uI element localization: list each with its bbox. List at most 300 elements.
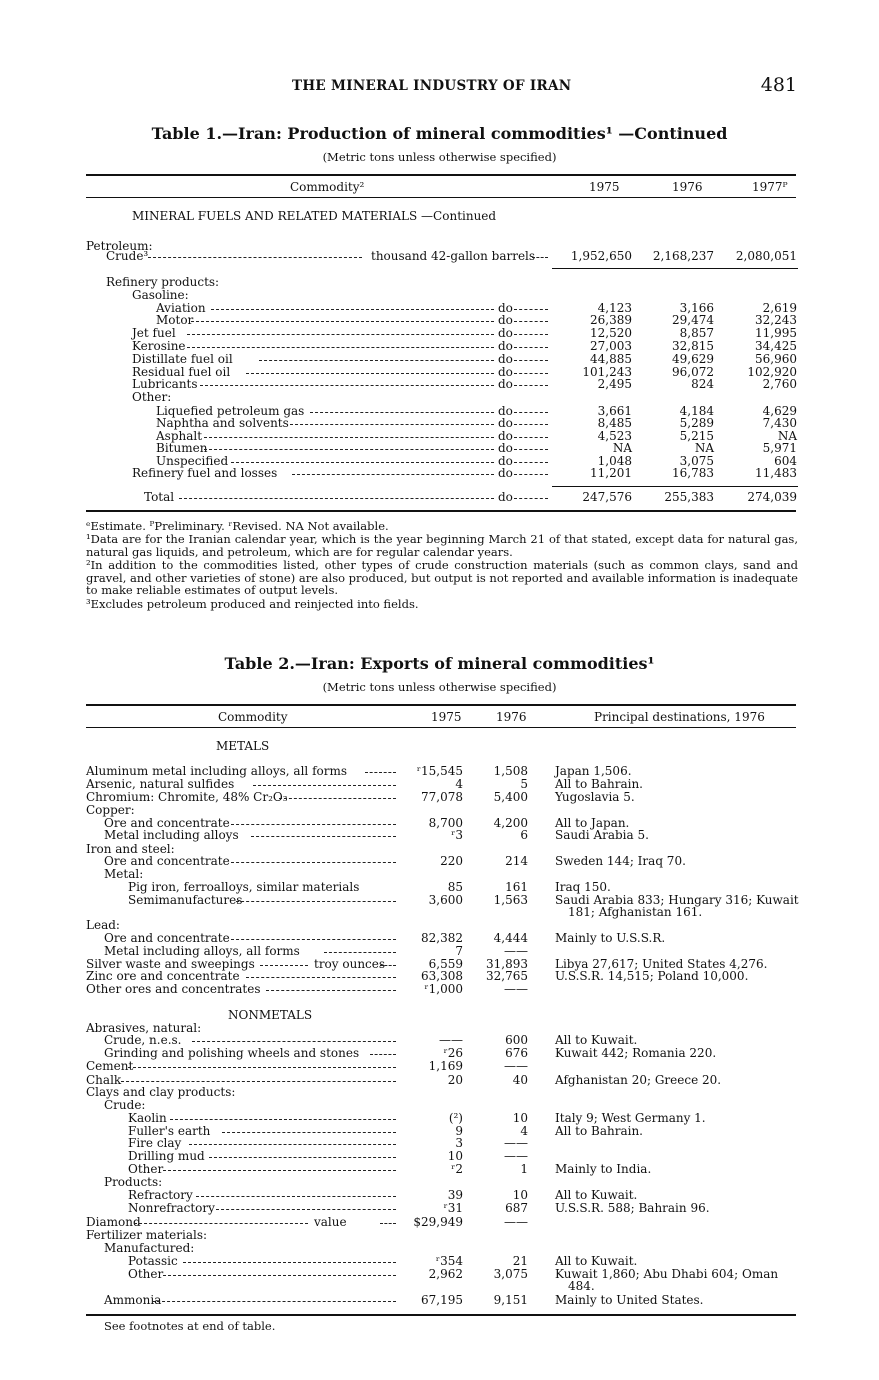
table1-footnote: ¹Data are for the Iranian calendar year, which is the year beginning March 21 of that stated, except data for natural gas, natural gas liquids, and petroleum, which are for regular calendar years. [86,532,798,559]
row-label: Petroleum: [86,239,153,253]
row-destination: Afghanistan 20; Greece 20. [555,1073,722,1087]
table1-col-1975: 1975 [589,180,620,194]
row-label: Ore and concentrate [104,854,230,868]
row-destination: Libya 27,617; United States 4,276. [555,957,768,971]
row-value-1975: 3 [455,1136,463,1150]
dot-leader [279,797,396,799]
row-destination: Kuwait 442; Romania 220. [555,1046,717,1060]
dot-leader [189,1143,396,1145]
table1-col-1977: 1977ᴾ [752,180,788,194]
dot-leader [246,372,494,374]
row-value: 824 [691,377,714,391]
row-label: Diamond [86,1215,141,1229]
dot-leader [514,346,548,348]
table2-section-metals: METALS [216,739,270,753]
row-unit: value [314,1215,347,1229]
row-label: Ore and concentrate [104,816,230,830]
dot-leader [514,497,548,499]
table1-row [0,250,879,263]
row-value: 5,215 [679,429,714,443]
table2-bottom-rule [86,1314,796,1316]
row-value-1975: 3,600 [428,893,463,907]
row-label: Metal including alloys [104,828,239,842]
dot-leader [191,320,494,322]
table2-row [0,1202,879,1215]
row-unit: do [498,339,513,353]
table2-top-rule [86,704,796,706]
row-value-1975: 220 [440,854,463,868]
table2-row [0,893,879,919]
row-label: Kaolin [128,1111,167,1125]
dot-leader [514,423,548,425]
dot-leader [222,1131,396,1133]
row-label: Grinding and polishing wheels and stones [104,1046,360,1060]
table2-subcaption: (Metric tons unless otherwise specified) [322,680,557,694]
table1-header-rule [86,197,796,198]
dot-leader [163,1274,396,1276]
row-label: Gasoline: [132,288,189,302]
row-value-1975: 20 [447,1073,463,1087]
table1-bottom-rule [86,510,796,512]
row-value: 5,971 [762,441,797,455]
row-label: Chalk [86,1073,122,1087]
dot-leader [211,308,494,310]
row-value: 3,075 [679,454,714,468]
dot-leader [290,423,494,425]
row-value-1976: 4,444 [493,931,528,945]
row-label: Aviation [156,301,206,315]
row-value-1976: 21 [512,1254,528,1268]
dot-leader [192,1040,396,1042]
row-destination: Saudi Arabia 833; Hungary 316; Kuwait [555,893,799,907]
table2-caption: Table 2.—Iran: Exports of mineral commodities¹ [224,654,655,673]
row-value-1975: 67,195 [421,1293,463,1307]
table2-row [0,1294,879,1307]
dot-leader [121,1080,396,1082]
row-value-1975: 82,382 [421,931,463,945]
row-value: 2,495 [597,377,632,391]
row-value: 11,995 [755,326,797,340]
row-label: Crude: [104,1098,146,1112]
dot-leader [187,346,494,348]
row-destination-cont: 181; Afghanistan 161. [568,905,703,919]
row-value-1975: 77,078 [421,790,463,804]
row-label: Drilling mud [128,1149,205,1163]
row-value-1975: 85 [447,880,463,894]
row-value: 8,857 [679,326,714,340]
row-value-1976: 161 [505,880,528,894]
row-value-1976: —— [504,982,528,996]
dot-leader [514,461,548,463]
row-unit: do [498,454,513,468]
row-label: Residual fuel oil [132,365,231,379]
row-value-1975: 9 [455,1124,463,1138]
dot-leader [128,1066,396,1068]
row-value: 255,383 [664,490,714,504]
row-value: 2,080,051 [735,249,797,263]
row-value-1976: 1,563 [493,893,528,907]
row-unit: troy ounces [314,957,386,971]
table1-section-title: MINERAL FUELS AND RELATED MATERIALS —Continued [132,209,497,223]
row-value: 29,474 [672,313,714,327]
row-unit: do [498,326,513,340]
dot-leader [200,384,494,386]
table1-row [0,442,879,455]
dot-leader [204,436,494,438]
row-value-1976: —— [504,944,528,958]
row-destination: All to Kuwait. [555,1033,638,1047]
row-value-1975: 10 [447,1149,463,1163]
row-label: Distillate fuel oil [132,352,233,366]
row-value: 96,072 [672,365,714,379]
row-value: 1,952,650 [570,249,632,263]
row-label: Chromium: Chromite, 48% Cr₂O₃ [86,790,288,804]
row-value-1975: —— [439,1033,463,1047]
table1-footnote: ᵉEstimate. ᴾPreliminary. ʳRevised. NA Not available. [86,519,389,533]
row-label: Fuller's earth [128,1124,211,1138]
row-destination: U.S.S.R. 588; Bahrain 96. [555,1201,710,1215]
row-value-1976: 687 [505,1201,528,1215]
dot-leader [324,951,396,953]
row-value: 4,629 [762,404,797,418]
dot-leader [246,976,396,978]
row-value-1976: 31,893 [486,957,528,971]
row-value-1976: —— [504,1215,528,1229]
see-footnotes-note: See footnotes at end of table. [104,1319,276,1333]
row-value: 1,048 [597,454,632,468]
dot-leader [380,1222,396,1224]
table2-row [0,983,879,996]
table1-crude-rule [552,268,798,269]
row-value: NA [694,441,714,455]
row-value-1975: 39 [447,1188,463,1202]
dot-leader [514,411,548,413]
row-unit: do [498,429,513,443]
row-destination: Japan 1,506. [555,764,632,778]
dot-leader [292,473,494,475]
row-unit: do [498,441,513,455]
row-destination: All to Bahrain. [555,1124,643,1138]
row-label: Arsenic, natural sulfides [86,777,235,791]
dot-leader [231,823,396,825]
row-unit: do [498,404,513,418]
row-destination: All to Japan. [555,816,630,830]
dot-leader [514,384,548,386]
row-value: 274,039 [747,490,797,504]
dot-leader [204,448,494,450]
table1-row [0,417,879,430]
row-destination: Mainly to U.S.S.R. [555,931,666,945]
dot-leader [236,900,396,902]
row-label: Nonrefractory [128,1201,215,1215]
row-value-1975: $29,949 [413,1215,463,1229]
row-value: 3,166 [679,301,714,315]
row-value: 32,243 [755,313,797,327]
row-label: Clays and clay products: [86,1085,236,1099]
dot-leader [370,1053,396,1055]
row-value: 2,760 [762,377,797,391]
dot-leader [152,1300,396,1302]
row-destination: Mainly to India. [555,1162,652,1176]
dot-leader [231,938,396,940]
table2-col-1975: 1975 [431,710,462,724]
table1-col-commodity: Commodity² [290,180,365,194]
row-destination: All to Kuwait. [555,1254,638,1268]
table1-footnote: ³Excludes petroleum produced and reinjected into fields. [86,597,419,611]
row-value-1975: ʳ3 [451,828,463,842]
row-unit: do [498,313,513,327]
row-value: 11,483 [755,466,797,480]
row-value: 12,520 [590,326,632,340]
row-value-1976: 5,400 [493,790,528,804]
row-label: Other [128,1162,164,1176]
row-destination: Saudi Arabia 5. [555,828,649,842]
dot-leader [196,1195,396,1197]
row-label: Cement [86,1059,134,1073]
row-unit: do [498,466,513,480]
row-label: Metal including alloys, all forms [104,944,300,958]
row-destination: Iraq 150. [555,880,611,894]
row-value-1975: ʳ15,545 [416,764,463,778]
table2-row [0,1267,879,1293]
row-label: Other [128,1267,164,1281]
row-value-1975: 63,308 [421,969,463,983]
dot-leader [514,473,548,475]
row-value: 604 [774,454,797,468]
row-label: Silver waste and sweepings [86,957,255,971]
dot-leader [514,333,548,335]
row-label: Refinery fuel and losses [132,466,278,480]
row-value-1976: 1 [520,1162,528,1176]
row-destination: All to Bahrain. [555,777,643,791]
row-unit: thousand 42-gallon barrels [371,249,536,263]
row-label: Fertilizer materials: [86,1228,208,1242]
row-value: 8,485 [597,416,632,430]
dot-leader [187,333,494,335]
row-value: 4,523 [597,429,632,443]
row-label: Pig iron, ferroalloys, similar materials [128,880,360,894]
row-value-1976: 676 [505,1046,528,1060]
row-label: Potassic [128,1254,178,1268]
row-value-1975: ʳ1,000 [424,982,463,996]
dot-leader [183,1261,396,1263]
table2-row [0,1060,879,1073]
row-value-1976: —— [504,1059,528,1073]
dot-leader [532,256,548,258]
table1-col-1976: 1976 [672,180,703,194]
row-label: Refractory [128,1188,193,1202]
row-value-1976: 9,151 [493,1293,528,1307]
table1-subcaption: (Metric tons unless otherwise specified) [322,150,557,164]
row-label: Iron and steel: [86,842,175,856]
row-value: 101,243 [582,365,632,379]
table2-col-commodity: Commodity [218,710,288,724]
row-destination: Italy 9; West Germany 1. [555,1111,706,1125]
table2-header-rule [86,727,796,728]
row-destination: Sweden 144; Iraq 70. [555,854,686,868]
table1-caption: Table 1.—Iran: Production of mineral commodities¹ —Continued [151,124,728,143]
dot-leader [514,359,548,361]
row-value: 11,201 [590,466,632,480]
dot-leader [134,1222,308,1224]
row-label: Motor [156,313,194,327]
table1-top-rule [86,174,796,176]
dot-leader [231,461,494,463]
row-label: Zinc ore and concentrate [86,969,240,983]
row-value: NA [777,429,797,443]
page-header [0,74,879,100]
row-value-1976: 3,075 [493,1267,528,1281]
row-value-1975: 8,700 [428,816,463,830]
row-unit: do [498,377,513,391]
row-label: Semimanufactures [128,893,243,907]
row-label: Other ores and concentrates [86,982,261,996]
row-label: Copper: [86,803,135,817]
row-value: 3,661 [597,404,632,418]
row-label: Ore and concentrate [104,931,230,945]
row-value: 247,576 [582,490,632,504]
row-value: 5,289 [679,416,714,430]
dot-leader [170,1118,396,1120]
row-value-1976: 600 [505,1033,528,1047]
dot-leader [251,835,396,837]
row-value: 49,629 [672,352,714,366]
row-value-1975: ʳ354 [435,1254,463,1268]
row-value: 16,783 [672,466,714,480]
dot-leader [266,989,396,991]
row-label: Ammonia [104,1293,162,1307]
row-destination-cont: 484. [568,1279,595,1293]
row-label: Metal: [104,867,144,881]
row-label: Liquefied petroleum gas [156,404,305,418]
row-value: 2,619 [762,301,797,315]
row-value-1975: ʳ26 [443,1046,463,1060]
dot-leader [259,359,494,361]
row-value: 102,920 [747,365,797,379]
row-value-1975: 1,169 [428,1059,463,1073]
row-destination: Kuwait 1,860; Abu Dhabi 604; Oman [555,1267,779,1281]
row-unit: do [498,365,513,379]
row-label: Bitumen [156,441,208,455]
row-value: NA [612,441,632,455]
row-destination: Mainly to United States. [555,1293,704,1307]
row-label: Crude, n.e.s. [104,1033,182,1047]
row-value: 44,885 [590,352,632,366]
row-label: Other: [132,390,172,404]
row-value-1975: 6,559 [428,957,463,971]
dot-leader [260,964,308,966]
table1-row [0,391,879,404]
row-unit: do [498,301,513,315]
row-value-1975: 4 [455,777,463,791]
row-destination: U.S.S.R. 14,515; Poland 10,000. [555,969,749,983]
row-label: Abrasives, natural: [86,1021,202,1035]
row-label: Refinery products: [106,275,220,289]
dot-leader [380,964,396,966]
row-label: Asphalt [156,429,203,443]
table1-footnote: ²In addition to the commodities listed, other types of crude construction materials (such as common clays, sand and gravel, and other varieties of stone) are also produced, but output is not reported and available information is inadequate to make reliable estimates of output levels. [86,558,798,597]
row-value: 2,168,237 [652,249,714,263]
row-value: 26,389 [590,313,632,327]
row-value-1976: —— [504,1136,528,1150]
dot-leader [514,320,548,322]
row-label: Kerosine [132,339,186,353]
row-destination: Yugoslavia 5. [555,790,635,804]
row-label: Manufactured: [104,1241,195,1255]
table2-col-destinations: Principal destinations, 1976 [594,710,765,724]
row-value-1976: 4,200 [493,816,528,830]
row-value: 4,123 [597,301,632,315]
row-value: 34,425 [755,339,797,353]
dot-leader [163,1169,396,1171]
row-value-1975: ʳ31 [443,1201,463,1215]
row-value-1976: —— [504,1149,528,1163]
dot-leader [216,1208,396,1210]
table2-col-1976: 1976 [496,710,527,724]
dot-leader [231,861,396,863]
row-value-1976: 32,765 [486,969,528,983]
row-value-1976: 4 [520,1124,528,1138]
row-label: Jet fuel [132,326,176,340]
dot-leader [514,436,548,438]
row-unit: do [498,416,513,430]
row-label: Products: [104,1175,163,1189]
row-value-1975: (²) [448,1111,463,1125]
row-label: Aluminum metal including alloys, all forms [86,764,348,778]
table2-section-nonmetals: NONMETALS [228,1008,313,1022]
row-unit: do [498,352,513,366]
row-label: Lead: [86,918,120,932]
row-destination: All to Kuwait. [555,1188,638,1202]
row-unit: do [498,490,513,504]
row-value-1976: 5 [520,777,528,791]
row-label: Unspecified [156,454,229,468]
dot-leader [514,308,548,310]
row-value-1975: ʳ2 [451,1162,463,1176]
row-value: 32,815 [672,339,714,353]
row-value-1976: 10 [512,1111,528,1125]
row-value: 7,430 [762,416,797,430]
table1-total-rule [552,486,798,487]
row-value-1975: 7 [455,944,463,958]
row-value-1976: 214 [505,854,528,868]
row-value-1976: 10 [512,1188,528,1202]
row-label: Lubricants [132,377,198,391]
row-value-1976: 40 [512,1073,528,1087]
dot-leader [514,372,548,374]
running-title: THE MINERAL INDUSTRY OF IRAN [292,78,572,94]
table1-row [0,491,879,504]
page-number: 481 [760,74,797,96]
row-label: Crude³ [106,249,149,263]
table2-row [0,829,879,842]
row-value: 27,003 [590,339,632,353]
dot-leader [179,497,494,499]
table1-row [0,467,879,480]
dot-leader [148,256,362,258]
dot-leader [253,784,396,786]
row-label: Fire clay [128,1136,182,1150]
dot-leader [310,411,494,413]
table1-row [0,289,879,302]
dot-leader [365,771,396,773]
dot-leader [209,1156,396,1158]
row-value-1976: 6 [520,828,528,842]
row-label: Total [144,490,175,504]
dot-leader [514,448,548,450]
row-value: 56,960 [755,352,797,366]
row-value-1976: 1,508 [493,764,528,778]
